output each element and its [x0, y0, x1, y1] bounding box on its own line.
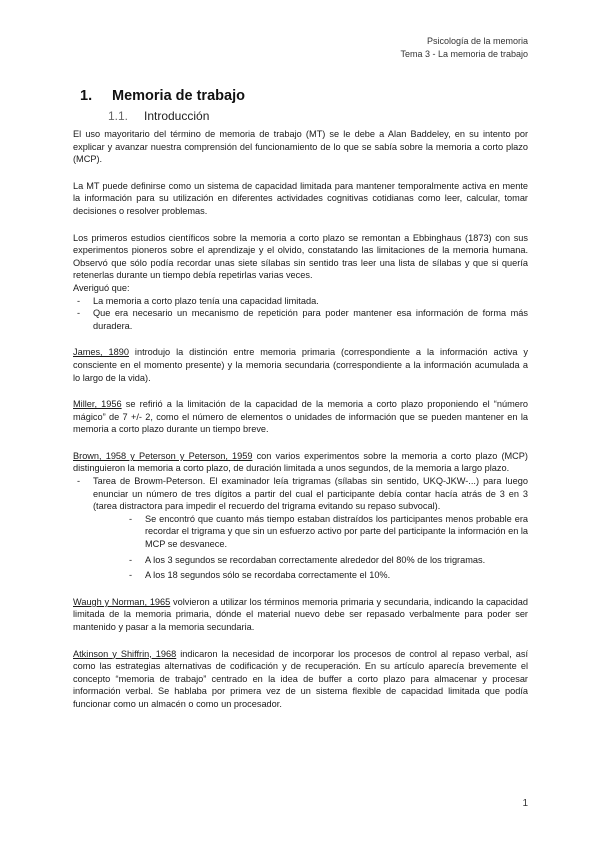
citation-atkinson-shiffrin: Atkinson y Shiffrin, 1968	[73, 648, 177, 659]
subsection-heading	[108, 109, 209, 123]
section-heading	[80, 88, 245, 104]
paragraph-mt-definition: La MT puede definirse como un sistema de capacidad limitada para mantener temporalmente activa en mente la información para su utilización en diferentes actividades cognitivas cotidianas como leer, calcular, tomar decisiones o resolver problemas.	[73, 180, 528, 216]
paragraph-baddeley: El uso mayoritario del término de memoria de trabajo (MT) se le debe a Alan Baddeley, en su intento por explicar y avanzar nuestra comprensión del funcionamiento de lo que se sabía sobre la memoria a corto plazo (MCP).	[73, 129, 528, 165]
citation-james: James, 1890	[73, 347, 129, 358]
citation-brown-peterson: Brown, 1958 y Peterson y Peterson, 1959	[73, 450, 253, 461]
body-text	[73, 128, 528, 725]
section-number: 1.	[80, 88, 93, 104]
paragraph-james: James, 1890 introdujo la distinción entre memoria primaria (correspondiente a la información activa y consciente en el momento presente) y la memoria secundaria (correspondiente a la información acumulada a lo largo de la vida).	[73, 347, 528, 383]
section-title: Memoria de trabajo	[112, 88, 245, 104]
list-item: - Que era necesario un mecanismo de repetición para poder mantener esa información de forma más duradera.	[73, 307, 528, 332]
ebbinghaus-findings-list	[73, 295, 528, 333]
header-topic-title: Tema 3 - La memoria de trabajo	[400, 49, 528, 59]
header-course-title: Psicología de la memoria	[426, 36, 528, 46]
list-item: - Tarea de Browm-Peterson. El examinador leía trigramas (sílabas sin sentido, UKQ-JKW-...) para luego enunciar un número de tres dígitos a partir del cual el participante debía contar hacía atrás de 3 en 3 (tarea distractora para impedir el recuerdo del trigrama evitando su repaso subvocal).	[73, 475, 528, 513]
paragraph-waugh-norman: Waugh y Norman, 1965 volvieron a utilizar los términos memoria primaria y secundaria, indicando la capacidad limitada de la memoria primaria, dónde el material nuevo debe ser repasado verbalmente para poder ser mantenido y pasar a la memoria secundaria.	[73, 596, 528, 632]
page-number: 1	[522, 798, 528, 809]
paragraph-ebbinghaus: Los primeros estudios científicos sobre la memoria a corto plazo se remontan a Ebbinghaus (1873) con sus experimentos pioneros sobre el aprendizaje y el olvido, constatando las limitaciones de la memoria humana. Observó que sólo podía recordar unas siete sílabas sin sentido tras leer una lista de sílabas y que si quería retenerlas durante un tiempo debía repetirlas varias veces.	[73, 232, 528, 281]
citation-waugh-norman: Waugh y Norman, 1965	[73, 596, 171, 607]
sub-list-item: - A los 3 segundos se recordaban correctamente alrededor del 80% de los trigramas.	[73, 554, 528, 567]
running-header	[400, 35, 528, 61]
subsection-title: Introducción	[144, 109, 210, 123]
subsection-number: 1.1.	[108, 109, 129, 123]
paragraph-brown-peterson: Brown, 1958 y Peterson y Peterson, 1959 con varios experimentos sobre la memoria a corto plazo (MCP) distinguieron la memoria a corto plazo, de duración limitada a unos segundos, de la memoria a largo plazo.	[73, 450, 528, 474]
sub-list-item: - Se encontró que cuanto más tiempo estaban distraídos los participantes menos probable era recordar el trigrama y que sin un esfuerzo activo por parte del participante la información en la MCP se desvanece.	[73, 513, 528, 551]
list-item: - La memoria a corto plazo tenía una capacidad limitada.	[73, 295, 528, 308]
paragraph-averiguo: Averiguó que:	[73, 282, 130, 293]
brown-peterson-list	[73, 475, 528, 582]
citation-miller: Miller, 1956	[73, 399, 122, 410]
paragraph-miller: Miller, 1956 se refirió a la limitación de la capacidad de la memoria a corto plazo proponiendo el “número mágico” de 7 +/- 2, como el número de elementos o unidades de información que se pueden mantener en la memoria a corto plazo durante un tiempo breve.	[73, 399, 529, 435]
sub-list-item: - A los 18 segundos sólo se recordaba correctamente el 10%.	[73, 569, 528, 582]
paragraph-atkinson-shiffrin: Atkinson y Shiffrin, 1968 indicaron la necesidad de incorporar los procesos de control al repaso verbal, así como las estrategias alternativas de codificación y de recuperación. En su artículo aparecía brevemente el concepto “memoria de trabajo” centrado en la idea de buffer a corto plazo para almacenar y procesar información verbal. Se hablaba por primera vez de un sistema flexible de capacidad limitada que podía funcionar como un almacén o como un procesador.	[73, 648, 528, 709]
